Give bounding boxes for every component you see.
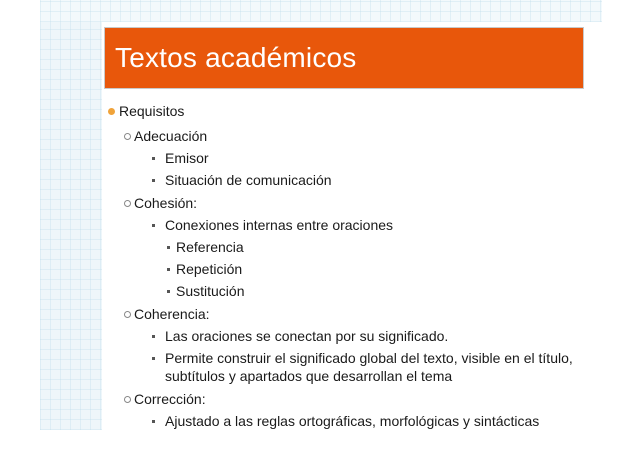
list-item: Referencia — [176, 239, 244, 255]
bullet-level-3-icon — [152, 357, 155, 360]
bullet-level-3-icon — [152, 420, 155, 423]
list-item: Adecuación — [134, 128, 208, 144]
bullet-level-4-icon — [167, 268, 170, 271]
list-item: Conexiones internas entre oraciones — [165, 217, 394, 233]
bullet-level-4-icon — [167, 246, 170, 249]
list-item: Situación de comunicación — [165, 172, 332, 188]
list-item: Requisitos — [119, 103, 185, 119]
decorative-grid-top — [40, 0, 602, 22]
bullet-level-2-icon — [124, 396, 131, 403]
list-item: subtítulos y apartados que desarrollan el tema — [165, 368, 453, 384]
bullet-level-1-icon — [108, 108, 115, 115]
list-item: Emisor — [165, 150, 209, 166]
bullet-level-3-icon — [152, 335, 155, 338]
bullet-level-3-icon — [152, 179, 155, 182]
bullet-level-4-icon — [167, 290, 170, 293]
bullet-level-2-icon — [124, 200, 131, 207]
list-item: Ajustado a las reglas ortográficas, morfológicas y sintácticas — [165, 413, 540, 429]
list-item: Las oraciones se conectan por su significado. — [165, 328, 449, 344]
list-item: Permite construir el significado global del texto, visible en el título, — [165, 350, 573, 366]
list-item: Coherencia: — [134, 306, 210, 322]
title-bar — [104, 27, 584, 89]
bullet-level-3-icon — [152, 224, 155, 227]
list-item: Cohesión: — [134, 195, 198, 211]
bullet-level-3-icon — [152, 157, 155, 160]
slide-title: Textos académicos — [115, 42, 357, 73]
bullet-level-2-icon — [124, 311, 131, 318]
list-item: Sustitución — [176, 283, 245, 299]
list-item: Repetición — [176, 261, 243, 277]
decorative-grid-left — [40, 0, 102, 430]
list-item: Corrección: — [134, 391, 206, 407]
bullet-level-2-icon — [124, 133, 131, 140]
